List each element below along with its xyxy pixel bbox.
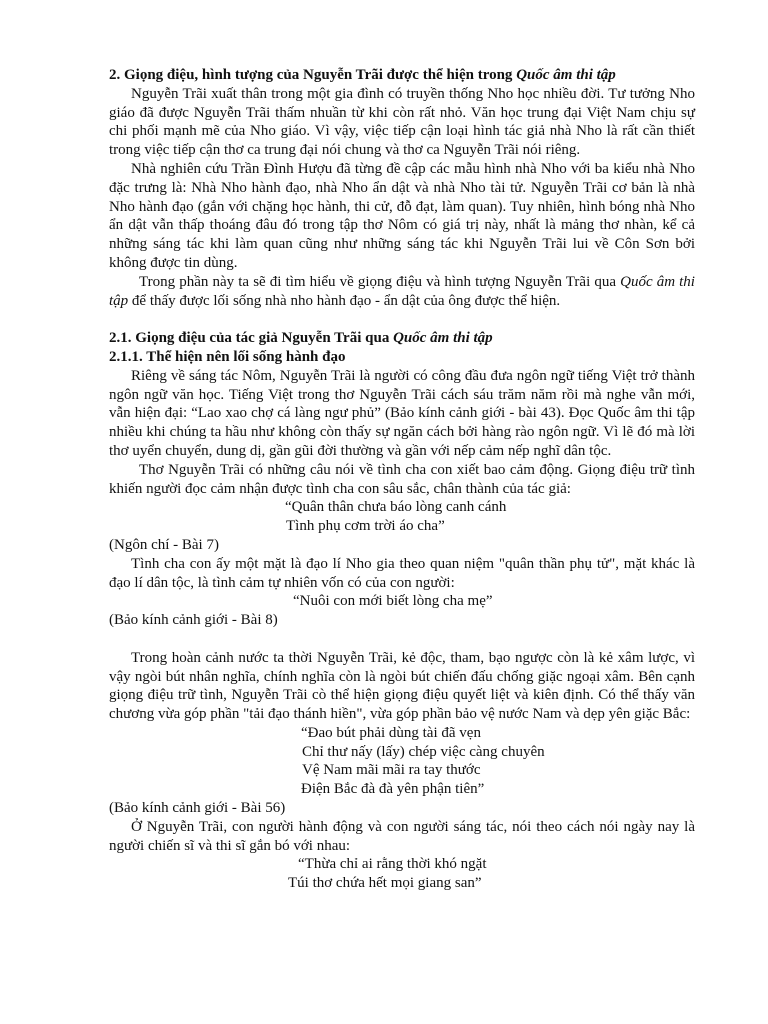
section-2-1-1-heading: 2.1.1. Thể hiện nên lối sống hành đạo	[109, 348, 346, 365]
poem-line: “Đao bút phải dùng tài đã vẹn	[301, 724, 481, 741]
poem-source: (Bảo kính cảnh giới - Bài 56)	[109, 800, 286, 817]
paragraph: Trong hoàn cảnh nước ta thời Nguyễn Trãi, kẻ độc, tham, bạo ngược còn là kẻ xâm lược, vì vậy ngòi bút nhân nghĩa, chính nghĩa còn là ngòi bút chiến đấu chống giặc ngoại xâm. Bên cạnh giọng điệu trữ tình, Nguyễn Trãi cò thể hiện giọng điệu quyết liệt và kiên định. Có thể thấy văn chương vừa góp phần "tải đạo thánh hiền", vừa góp phần bảo vệ nước Nam và dẹp yên giặc Bắc:	[109, 649, 695, 723]
poem-line: Vệ Nam mãi mãi ra tay thước	[302, 762, 481, 779]
document-page	[109, 66, 695, 893]
poem-line: “Thừa chỉ ai rằng thời khó ngặt	[298, 856, 487, 873]
paragraph: Tình cha con ấy một mặt là đạo lí Nho gia theo quan niệm "quân thần phụ tử", mặt khác là đạo lí dân tộc, là tình cảm tự nhiên vốn có của con người:	[109, 555, 695, 591]
poem-line: Chỉ thư nấy (lấy) chép việc càng chuyên	[302, 743, 545, 760]
paragraph: Nhà nghiên cứu Trần Đình Hượu đã từng đề cập các mẫu hình nhà Nho với ba kiểu nhà Nho đặc trưng là: Nhà Nho hành đạo, nhà Nho ẩn dật và nhà Nho tài tử. Nguyễn Trãi cơ bản là nhà Nho hành đạo (gắn với chặng học hành, thi cử, đỗ đạt, làm quan). Tuy nhiên, hình bóng nhà Nho ẩn dật vẫn thấp thoáng đâu đó trong tập thơ Nôm có giá trị này, nhất là mảng thơ nhàn, kể cả những sáng tác khi làm quan cũng như những sáng tác khi Nguyễn Trãi lui về Côn Sơn bởi không được tin dùng.	[109, 160, 695, 271]
poem-line: Tình phụ cơm trời áo cha”	[286, 518, 445, 535]
poem-source: (Bảo kính cảnh giới - Bài 8)	[109, 612, 278, 629]
paragraph: Thơ Nguyễn Trãi có những câu nói về tình cha con xiết bao cảm động. Giọng điệu trữ tình khiến người đọc cảm nhận được tình cha con sâu sắc, chân thành của tác giả:	[109, 461, 695, 497]
paragraph: Nguyễn Trãi xuất thân trong một gia đình có truyền thống Nho học nhiều đời. Tư tưởng Nho giáo đã được Nguyễn Trãi thấm nhuần từ khi còn rất nhỏ. Văn học trung đại Việt Nam chịu sự chi phối mạnh mẽ của Nho giáo. Vì vậy, việc tiếp cận loại hình tác giả nhà Nho là rất cần thiết trong việc tiếp cận thơ ca trung đại nói chung và thơ ca Nguyễn Trãi nói riêng.	[109, 85, 695, 159]
poem-line: “Quân thân chưa báo lòng canh cánh	[285, 499, 507, 516]
poem-line: Điện Bắc đà đà yên phận tiên”	[301, 781, 485, 798]
poem-line: Túi thơ chứa hết mọi giang san”	[288, 875, 482, 892]
section-2-1-heading: 2.1. Giọng điệu của tác giả Nguyễn Trãi qua Quốc âm thi tập	[109, 330, 493, 347]
paragraph: Riêng về sáng tác Nôm, Nguyễn Trãi là người có công đầu đưa ngôn ngữ tiếng Việt trở thành ngôn ngữ văn học. Tiếng Việt trong thơ Nguyễn Trãi cách sáu trăm năm rồi mà nghe vẫn mới, vẫn hiện đại: “Lao xao chợ cá làng ngư phủ” (Bảo kính cảnh giới - bài 43). Đọc Quốc âm thi tập nhiều khi chúng ta hầu như không còn thấy sự ngăn cách bởi hàng rào ngôn ngữ. Vì lẽ đó mà lời thơ uyển chuyển, dung dị, gần gũi đời thường và gần với nếp cảm nếp nghĩ dân tộc.	[109, 367, 695, 459]
poem-line: “Nuôi con mới biết lòng cha mẹ”	[293, 593, 493, 610]
section-2-heading: 2. Giọng điệu, hình tượng của Nguyễn Trãi được thể hiện trong Quốc âm thi tập	[109, 67, 616, 83]
paragraph: Trong phần này ta sẽ đi tìm hiểu về giọng điệu và hình tượng Nguyễn Trãi qua Quốc âm thi tập để thấy được lối sống nhà nho hành đạo - ẩn dật của ông được thể hiện.	[109, 273, 695, 309]
paragraph: Ở Nguyễn Trãi, con người hành động và con người sáng tác, nói theo cách nói ngày nay là người chiến sĩ và thi sĩ gắn bó với nhau:	[109, 818, 695, 854]
poem-source: (Ngôn chí - Bài 7)	[109, 536, 219, 553]
